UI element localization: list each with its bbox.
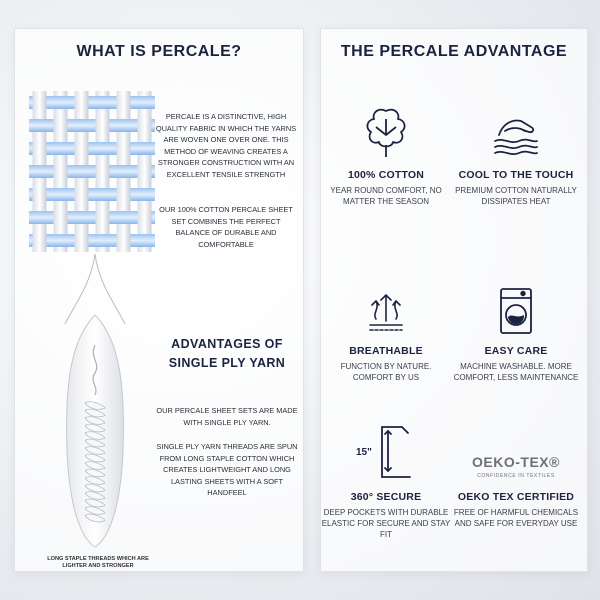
warp-thread-segment	[96, 247, 110, 252]
warp-thread-segment	[96, 229, 110, 234]
weft-thread	[29, 211, 155, 224]
pocket-depth-label: 15"	[356, 447, 372, 458]
feature-secure	[321, 417, 451, 540]
feature-description: DEEP POCKETS WITH DURABLE ELASTIC FOR SECURE AND STAY FIT	[321, 508, 451, 539]
cotton-icon	[362, 105, 410, 159]
warp-thread-segment	[96, 183, 110, 188]
warp-thread-segment	[75, 224, 89, 229]
warp-thread-segment	[54, 109, 68, 114]
warp-thread-segment	[138, 247, 152, 252]
feature-description: MACHINE WASHABLE. MORE COMFORT, LESS MAINTENANCE	[453, 362, 579, 382]
warp-thread-segment	[75, 160, 89, 165]
ply-paragraph-2: SINGLE PLY YARN THREADS ARE SPUN FROM LONG STAPLE COTTON WHICH CREATES LIGHTWEIGHT AND LONG LASTING SHEETS WITH A SOFT HANDFEEL	[156, 442, 298, 497]
warp-thread-segment	[117, 160, 131, 165]
left-panel-title: WHAT IS PERCALE?	[76, 43, 242, 60]
warp-thread-segment	[33, 132, 47, 137]
warp-thread-segment	[96, 155, 110, 160]
weft-thread	[29, 188, 155, 201]
weft-thread	[29, 165, 155, 178]
feature-description: FREE OF HARMFUL CHEMICALS AND SAFE FOR EVERYDAY USE	[453, 508, 579, 528]
intro-paragraph-1: PERCALE IS A DISTINCTIVE, HIGH QUALITY FABRIC IN WHICH THE YARNS ARE WOVEN ONE OVER ONE. THIS METHOD OF WEAVING CREATES A STRONGER CONSTRUCTION WITH AN EXCELLENT TENSILE STRENGTH	[155, 112, 297, 179]
warp-thread-segment	[117, 183, 131, 206]
feature-cool-touch	[451, 101, 581, 207]
pocket-depth-icon	[356, 423, 416, 481]
warp-thread-segment	[96, 91, 110, 96]
warp-thread-segment	[54, 201, 68, 206]
feature-description: YEAR ROUND COMFORT, NO MATTER THE SEASON	[330, 186, 442, 206]
warp-thread-segment	[75, 132, 89, 137]
warp-thread-segment	[54, 160, 68, 183]
warp-thread-segment	[54, 155, 68, 160]
feature-cotton	[321, 101, 451, 207]
warp-thread-segment	[117, 178, 131, 183]
warp-thread-segment	[75, 137, 89, 160]
warp-thread-segment	[138, 91, 152, 96]
weft-thread	[29, 119, 155, 132]
warp-thread-segment	[33, 114, 47, 119]
warp-thread-segment	[117, 114, 131, 119]
feature-breathable	[321, 277, 451, 383]
feature-oeko-tex	[451, 417, 581, 529]
feature-title: COOL TO THE TOUCH	[458, 169, 574, 181]
feature-description: FUNCTION BY NATURE. COMFORT BY US	[340, 362, 432, 382]
warp-thread-segment	[54, 91, 68, 96]
oeko-tex-logo-text: OEKO-TEX®	[472, 454, 560, 470]
warp-thread-segment	[54, 229, 68, 234]
feature-title: 360° SECURE	[350, 491, 422, 503]
single-ply-subhead: ADVANTAGES OF SINGLE PLY YARN	[168, 337, 286, 370]
what-is-percale-panel	[14, 28, 304, 572]
warp-thread-segment	[75, 91, 89, 114]
feature-title: BREATHABLE	[349, 345, 423, 357]
oeko-tex-logo	[472, 454, 560, 481]
hand-fabric-icon	[491, 113, 541, 159]
feature-title: 100% COTTON	[347, 169, 425, 181]
oeko-tex-tagline: CONFIDENCE IN TEXTILES	[477, 473, 555, 479]
warp-thread-segment	[33, 183, 47, 206]
warp-thread-segment	[117, 229, 131, 252]
feature-easy-care	[451, 277, 581, 383]
warp-thread-segment	[96, 137, 110, 142]
yarn-caption: LONG STAPLE THREADS WHICH ARE LIGHTER AND STRONGER	[47, 556, 149, 569]
warp-thread-segment	[138, 206, 152, 229]
warp-thread-segment	[75, 206, 89, 211]
warp-thread-segment	[96, 114, 110, 137]
warp-thread-segment	[75, 178, 89, 183]
warp-thread-segment	[54, 247, 68, 252]
warp-thread-segment	[96, 109, 110, 114]
warp-thread-segment	[138, 114, 152, 137]
weave-icon	[29, 91, 159, 266]
right-panel-title: THE PERCALE ADVANTAGE	[340, 43, 568, 60]
warp-thread-segment	[33, 206, 47, 211]
warp-thread-segment	[138, 183, 152, 188]
warp-thread-segment	[33, 229, 47, 252]
warp-thread-segment	[33, 160, 47, 165]
warp-thread-segment	[75, 183, 89, 206]
warp-thread-segment	[54, 137, 68, 142]
warp-thread-segment	[96, 160, 110, 183]
percale-advantage-panel	[320, 28, 588, 572]
warp-thread-segment	[96, 206, 110, 229]
warp-thread-segment	[138, 109, 152, 114]
warp-thread-segment	[117, 224, 131, 229]
warp-thread-segment	[117, 137, 131, 160]
warp-thread-segment	[75, 229, 89, 252]
weft-thread	[29, 142, 155, 155]
breathable-icon	[366, 291, 406, 335]
warp-thread-segment	[54, 114, 68, 137]
warp-thread-segment	[33, 224, 47, 229]
warp-thread-segment	[54, 183, 68, 188]
warp-thread-segment	[33, 178, 47, 183]
warp-thread-segment	[138, 160, 152, 183]
warp-thread-segment	[117, 132, 131, 137]
yarn-icon	[59, 311, 131, 551]
washing-machine-icon	[499, 287, 533, 335]
intro-paragraph-2: OUR 100% COTTON PERCALE SHEET SET COMBINES THE PERFECT BALANCE OF DURABLE AND COMFORTABLE	[159, 205, 293, 249]
warp-thread-segment	[33, 137, 47, 160]
feature-title: EASY CARE	[484, 345, 548, 357]
warp-thread-segment	[138, 137, 152, 142]
warp-thread-segment	[117, 206, 131, 211]
warp-thread-segment	[138, 155, 152, 160]
warp-thread-segment	[117, 91, 131, 114]
warp-thread-segment	[54, 206, 68, 229]
weft-thread	[29, 234, 155, 247]
warp-thread-segment	[138, 229, 152, 234]
weft-thread	[29, 96, 155, 109]
warp-thread-segment	[138, 201, 152, 206]
warp-thread-segment	[96, 201, 110, 206]
feature-title: OEKO TEX CERTIFIED	[457, 491, 575, 503]
ply-paragraph-1: OUR PERCALE SHEET SETS ARE MADE WITH SINGLE PLY YARN.	[156, 406, 298, 427]
feature-description: PREMIUM COTTON NATURALLY DISSIPATES HEAT	[455, 186, 577, 206]
warp-thread-segment	[75, 114, 89, 119]
warp-thread-segment	[33, 91, 47, 114]
